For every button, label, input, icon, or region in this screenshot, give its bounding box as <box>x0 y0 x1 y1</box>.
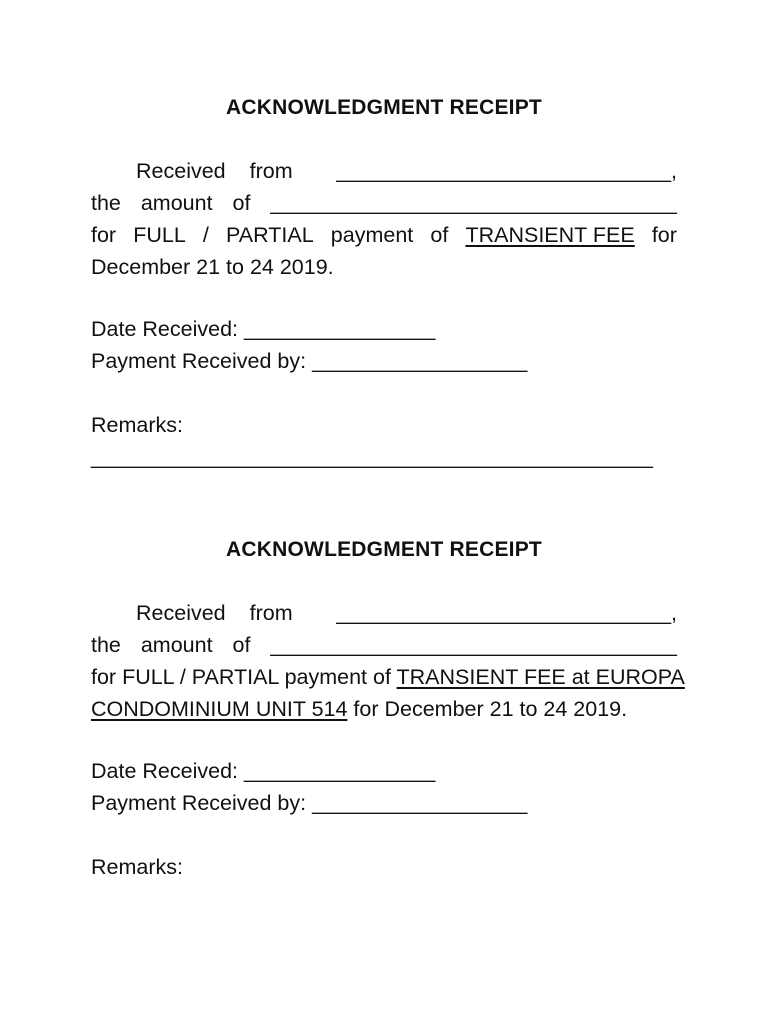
receipt-1-title: ACKNOWLEDGMENT RECEIPT <box>226 96 542 119</box>
received-from-blank: ____________________________, <box>336 159 677 183</box>
receipt-1-amount-line: the amount of __________________________________ <box>91 188 677 219</box>
received-label: Received <box>136 601 226 625</box>
amount-blank: __________________________________ <box>270 633 677 657</box>
receipt-1-payment-received-by: Payment Received by: __________________ <box>91 349 528 373</box>
receipt-1-remarks-line: _______________________________________________ <box>91 445 653 469</box>
receipt-1-received-from-line <box>91 156 677 187</box>
receipt-1-payment-line: for FULL / PARTIAL payment of TRANSIENT FEE for <box>91 220 677 251</box>
receipt-1-dates-line: December 21 to 24 2019. <box>91 255 334 279</box>
receipt-2-amount-line: the amount of __________________________________ <box>91 630 677 661</box>
receipt-2-remarks-label: Remarks: <box>91 855 183 879</box>
receipt-2-date-received: Date Received: ________________ <box>91 759 436 783</box>
amount-blank: __________________________________ <box>270 191 677 215</box>
from-label: from <box>249 159 293 183</box>
receipt-2-title: ACKNOWLEDGMENT RECEIPT <box>226 538 542 561</box>
condominium-unit-text: CONDOMINIUM UNIT 514 <box>91 697 348 721</box>
receipt-2-payment-received-by: Payment Received by: __________________ <box>91 791 528 815</box>
from-label: from <box>249 601 293 625</box>
received-from-blank: ____________________________, <box>336 601 677 625</box>
receipt-2-payment-line: for FULL / PARTIAL payment of TRANSIENT FEE at EUROPA <box>91 665 685 689</box>
transient-fee-text: TRANSIENT FEE <box>465 223 635 247</box>
received-label: Received <box>136 159 226 183</box>
receipt-2-unit-dates-line: CONDOMINIUM UNIT 514 for December 21 to 24 2019. <box>91 697 628 721</box>
receipt-1-remarks-label: Remarks: <box>91 413 183 437</box>
receipt-1-date-received: Date Received: ________________ <box>91 317 436 341</box>
transient-fee-text: TRANSIENT FEE at EUROPA <box>396 665 685 689</box>
receipt-2-received-from-line <box>91 598 677 629</box>
